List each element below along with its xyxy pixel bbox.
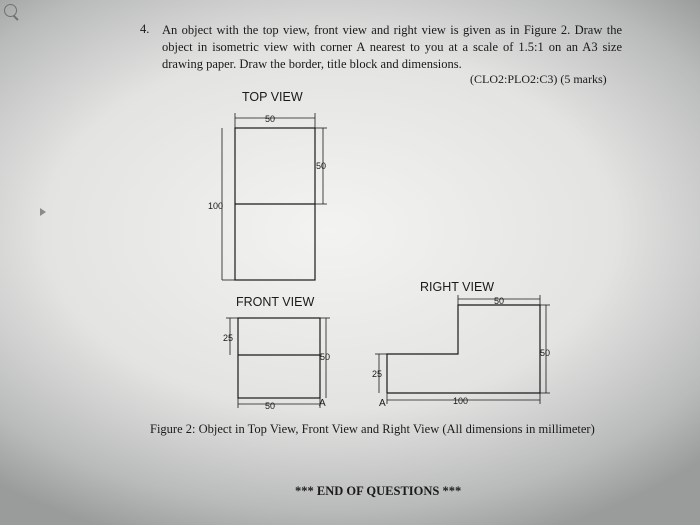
front-corner-label: A xyxy=(319,398,326,409)
right-width-top-dim: 50 xyxy=(494,296,505,306)
end-of-questions: *** END OF QUESTIONS *** xyxy=(295,484,462,498)
figure-caption: Figure 2: Object in Top View, Front View and Right View (All dimensions in millimeter) xyxy=(150,422,595,436)
top-height-dim: 100 xyxy=(208,201,224,211)
top-width-dim: 50 xyxy=(265,114,276,124)
right-width-bottom-dim: 100 xyxy=(453,396,469,406)
right-view-label: RIGHT VIEW xyxy=(420,280,495,294)
front-step-dim: 25 xyxy=(223,333,234,343)
right-step-dim: 25 xyxy=(372,369,383,379)
front-view-label: FRONT VIEW xyxy=(236,295,315,309)
question-text: An object with the top view, front view and right view is given as in Figure 2. Draw the object in isometric view with corner A nearest to you at a scale of 1.5:1 on an A3 size drawing paper. Draw the border, title block and dimensions. xyxy=(162,23,622,71)
question-marks: (CLO2:PLO2:C3) (5 marks) xyxy=(470,72,607,86)
top-view xyxy=(222,113,327,280)
front-width-dim: 50 xyxy=(265,401,276,411)
front-view xyxy=(226,318,330,408)
top-half-dim: 50 xyxy=(316,161,327,171)
question-number: 4. xyxy=(140,22,150,36)
front-height-dim: 50 xyxy=(320,352,331,362)
right-view xyxy=(375,295,550,404)
top-view-label: TOP VIEW xyxy=(242,90,303,104)
right-height-dim: 50 xyxy=(540,348,551,358)
right-corner-label: A xyxy=(379,398,386,409)
